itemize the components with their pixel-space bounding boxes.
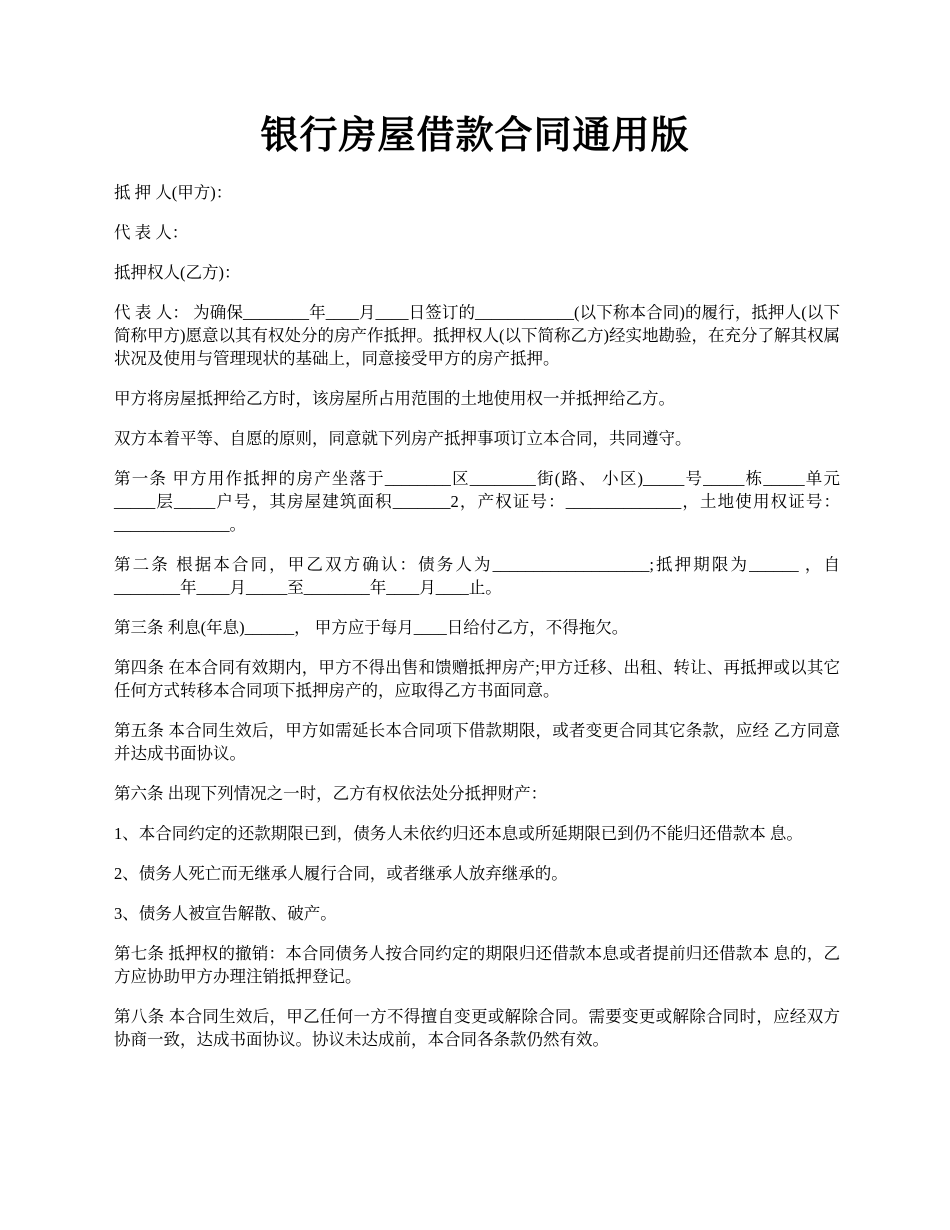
- paragraph-article-4: 第四条 在本合同有效期内，甲方不得出售和馈赠抵押房产;甲方迁移、出租、转让、再抵押或以其它任何方式转移本合同项下抵押房产的，应取得乙方书面同意。: [114, 658, 840, 700]
- paragraph-principle: 双方本着平等、自愿的原则，同意就下列房产抵押事项订立本合同，共同遵守。: [114, 429, 692, 448]
- paragraph-item-2: 2、债务人死亡而无继承人履行合同，或者继承人放弃继承的。: [114, 864, 568, 883]
- paragraph-mortgagor: 抵 押 人(甲方)：: [114, 183, 233, 202]
- paragraph-item-1: 1、本合同约定的还款期限已到，债务人未依约归还本息或所延期限已到仍不能归还借款本 息。: [114, 824, 803, 843]
- paragraph-article-3: 第三条 利息(年息)______， 甲方应于每月____日给付乙方，不得拖欠。: [114, 618, 629, 637]
- paragraph-article-5: 第五条 本合同生效后，甲方如需延长本合同项下借款期限，或者变更合同其它条款，应经 乙方同意并达成书面协议。: [114, 721, 840, 763]
- paragraph-land-use: 甲方将房屋抵押给乙方时，该房屋所占用范围的土地使用权一并抵押给乙方。: [114, 389, 675, 408]
- paragraph-article-6: 第六条 出现下列情况之一时，乙方有权依法处分抵押财产：: [114, 784, 548, 803]
- document-body: [114, 181, 840, 1068]
- paragraph-item-3: 3、债务人被宣告解散、破产。: [114, 904, 337, 923]
- paragraph-representative: 代 表 人：: [114, 223, 189, 242]
- paragraph-article-7: 第七条 抵押权的撤销：本合同债务人按合同约定的期限归还借款本息或者提前归还借款本 息的，乙方应协助甲方办理注销抵押登记。: [114, 944, 840, 986]
- document-title: 银行房屋借款合同通用版: [260, 115, 690, 157]
- paragraph-mortgagee: 抵押权人(乙方)：: [114, 263, 241, 282]
- paragraph-article-1: 第一条 甲方用作抵押的房产坐落于________区________街(路、 小区)_____号_____栋_____单元_____层_____户号，其房屋建筑面积_______2，产权证号：______________，土地使用权证号：______________。: [114, 469, 840, 534]
- paragraph-article-8: 第八条 本合同生效后，甲乙任何一方不得擅自变更或解除合同。需要变更或解除合同时，应经双方协商一致，达成书面协议。协议未达成前，本合同各条款仍然有效。: [114, 1007, 840, 1049]
- paragraph-preamble: 代 表 人： 为确保________年____月____日签订的____________(以下称本合同)的履行，抵押人(以下简称甲方)愿意以其有权处分的房产作抵押。抵押权人(以下简称乙方)经实地勘验，在充分了解其权属状况及使用与管理现状的基础上，同意接受甲方的房产抵押。: [114, 303, 840, 368]
- paragraph-article-2: 第二条 根据本合同，甲乙双方确认：债务人为___________________;抵押期限为______ ，自________年____月_____至________年____月____止。: [114, 555, 840, 597]
